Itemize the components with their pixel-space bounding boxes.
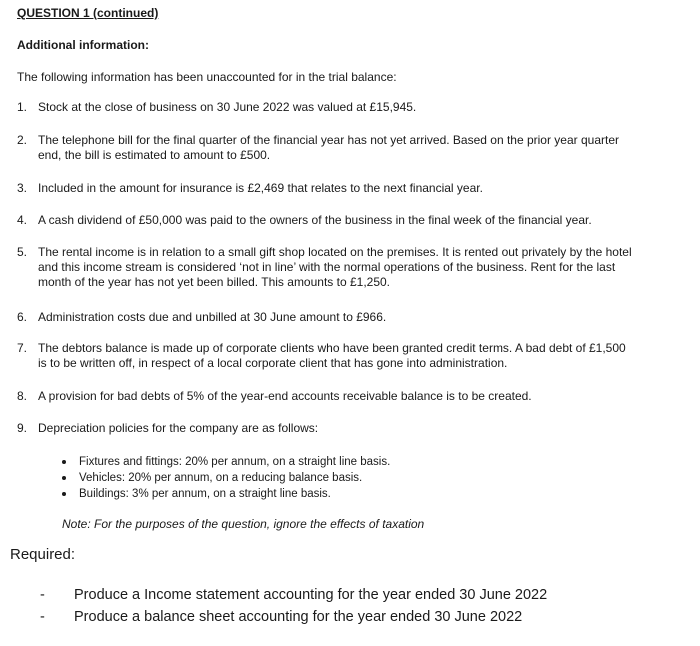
list-item-7: [17, 341, 637, 371]
item-text: The debtors balance is made up of corporate clients who have been granted credit terms. A bad debt of £1,500 is to be written off, in respect of a local corporate client that has gone into administration.: [38, 341, 626, 370]
item-number: 5.: [17, 245, 28, 259]
item-text: Included in the amount for insurance is £2,469 that relates to the next financial year.: [38, 181, 483, 195]
list-item-8: [17, 389, 637, 404]
required-item: [40, 606, 547, 628]
item-text: A cash dividend of £50,000 was paid to the owners of the business in the final week of the financial year.: [38, 213, 592, 227]
list-item-6: [17, 310, 637, 325]
required-heading: Required:: [10, 546, 76, 563]
depreciation-item: [62, 486, 390, 502]
item-text: The rental income is in relation to a small gift shop located on the premises. It is rented out privately by the hotel and this income stream is considered ‘not in line’ with the normal operations of the business. Rent for the last month of the year has not yet been billed. This amounts to £1,250.: [38, 245, 632, 289]
depreciation-list: [62, 454, 390, 502]
list-item-5: [17, 245, 637, 290]
item-number: 4.: [17, 213, 28, 227]
item-text: Depreciation policies for the company are as follows:: [38, 421, 319, 435]
item-text: The telephone bill for the final quarter of the financial year has not yet arrived. Based on the prior year quarter end, the bill is estimated to amount to £500.: [38, 133, 620, 162]
item-number: 8.: [17, 389, 28, 403]
dash-icon: -: [40, 587, 45, 603]
item-number: 7.: [17, 341, 28, 355]
depreciation-text: Vehicles: 20% per annum, on a reducing balance basis.: [79, 472, 363, 484]
list-item-2: [17, 133, 637, 163]
item-number: 1.: [17, 100, 28, 114]
required-text: Produce a Income statement accounting for the year ended 30 June 2022: [74, 587, 548, 603]
question-heading: QUESTION 1 (continued): [17, 6, 159, 20]
required-text: Produce a balance sheet accounting for the year ended 30 June 2022: [74, 609, 523, 625]
item-number: 3.: [17, 181, 28, 195]
list-item-9: [17, 421, 637, 436]
bullet-icon: [62, 492, 66, 496]
item-text: A provision for bad debts of 5% of the year-end accounts receivable balance is to be created.: [38, 389, 532, 403]
item-text: Stock at the close of business on 30 June 2022 was valued at £15,945.: [38, 100, 417, 114]
required-list: [40, 584, 547, 628]
dash-icon: -: [40, 609, 45, 625]
item-number: 2.: [17, 133, 28, 147]
taxation-note: Note: For the purposes of the question, ignore the effects of taxation: [62, 517, 425, 531]
list-item-3: [17, 181, 637, 196]
item-text: Administration costs due and unbilled at 30 June amount to £966.: [38, 310, 387, 324]
bullet-icon: [62, 476, 66, 480]
depreciation-text: Fixtures and fittings: 20% per annum, on a straight line basis.: [79, 456, 391, 468]
intro-text: The following information has been unaccounted for in the trial balance:: [17, 70, 397, 84]
additional-info-heading: Additional information:: [17, 38, 149, 52]
depreciation-item: [62, 470, 390, 486]
list-item-1: [17, 100, 637, 115]
required-item: [40, 584, 547, 606]
bullet-icon: [62, 460, 66, 464]
list-item-4: [17, 213, 637, 228]
depreciation-item: [62, 454, 390, 470]
item-number: 6.: [17, 310, 28, 324]
item-number: 9.: [17, 421, 28, 435]
depreciation-text: Buildings: 3% per annum, on a straight line basis.: [79, 488, 331, 500]
